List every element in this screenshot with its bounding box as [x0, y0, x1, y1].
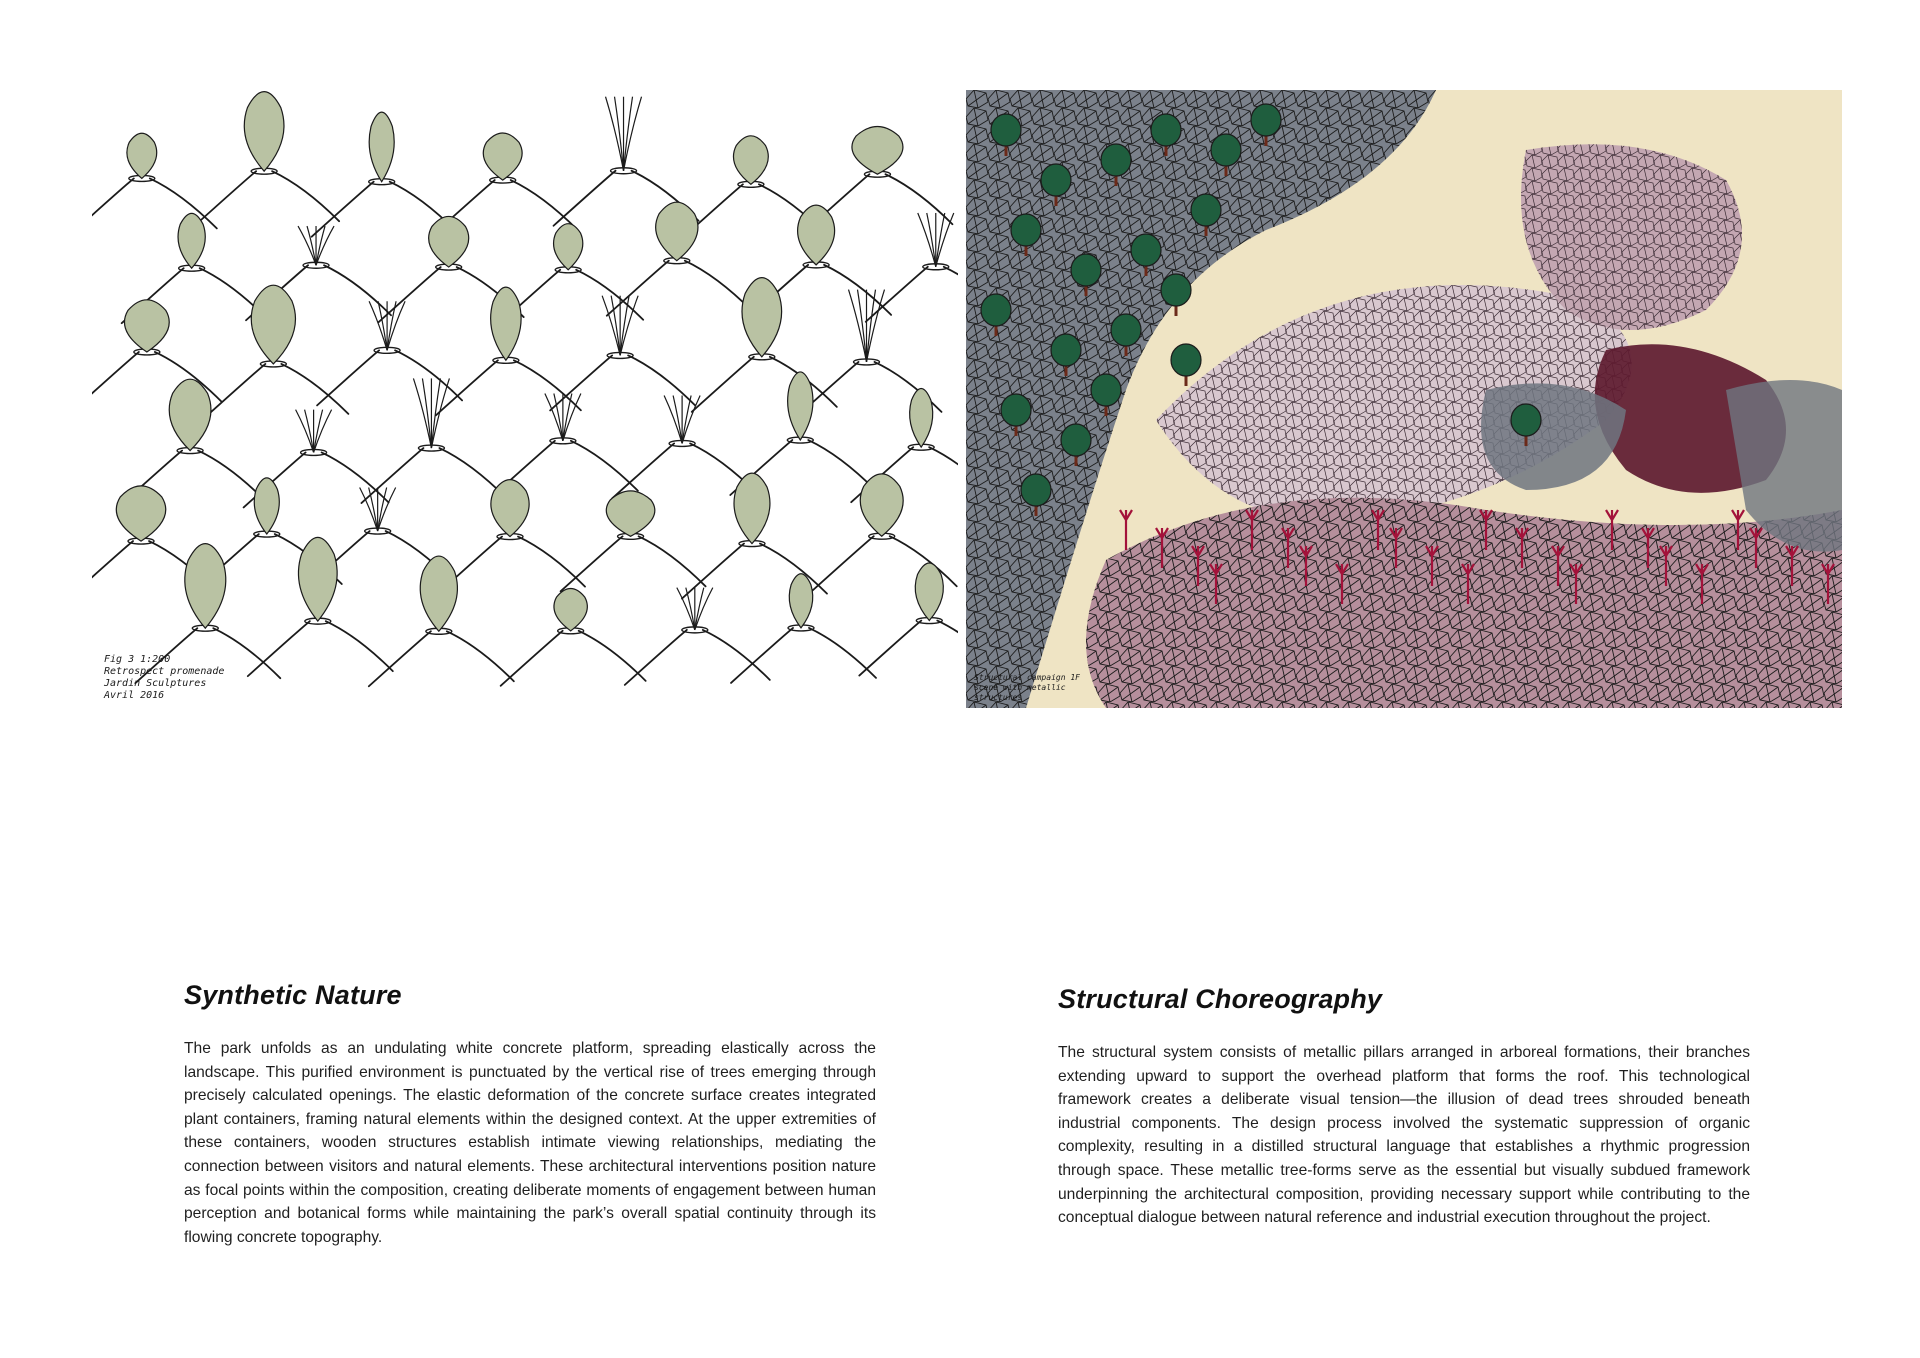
section-body: The park unfolds as an undulating white concrete platform, spreading elastically across the landscape. This purified environment is punctuated by the vertical rise of trees emerging through precisely calculated openings. The elastic deformation of the concrete surface creates integrated plant containers, framing natural elements within the designed context. At the upper extremities of these containers, wooden structures establish intimate viewing relationships, mediating the connection between visitors and natural elements. These architectural interventions position nature as focal points within the composition, creating deliberate moments of engagement between human perception and botanical forms while maintaining the park’s overall spatial continuity through its flowing concrete topography. — [184, 1040, 876, 1246]
tree-icon — [554, 588, 587, 630]
tree-icon — [491, 287, 521, 360]
right-caption-line: Structural campaign 1F — [974, 673, 1080, 682]
tree-landscape-sketch-icon — [92, 90, 958, 708]
tree-icon — [298, 537, 337, 621]
tree-icon — [429, 216, 469, 267]
canopy-tree-icon — [1191, 194, 1221, 226]
tree-icon — [124, 300, 169, 352]
bare-tree-icon — [369, 301, 405, 350]
bare-tree-icon — [296, 410, 332, 453]
tree-icon — [116, 486, 165, 541]
left-caption-line: Avril 2016 — [104, 690, 165, 701]
right-caption-line: scene with metallic — [974, 683, 1066, 692]
canopy-tree-icon — [1001, 394, 1031, 426]
tree-icon — [491, 480, 529, 537]
bare-tree-icon — [298, 226, 334, 265]
canopy-tree-icon — [1211, 134, 1241, 166]
tree-icon — [178, 213, 205, 268]
tree-icon — [244, 92, 284, 172]
tree-icon — [742, 278, 782, 357]
canopy-tree-icon — [1101, 144, 1131, 176]
section-title: Synthetic Nature — [184, 980, 402, 1010]
bare-tree-icon — [664, 395, 700, 443]
canopy-tree-icon — [991, 114, 1021, 146]
tree-icon — [606, 491, 655, 536]
section-synthetic-nature — [184, 980, 876, 1249]
tree-icon — [127, 133, 157, 178]
canopy-tree-icon — [1171, 344, 1201, 376]
canopy-tree-icon — [1061, 424, 1091, 456]
tree-icon — [734, 473, 770, 544]
tree-icon — [788, 372, 813, 440]
canopy-tree-icon — [1011, 214, 1041, 246]
left-caption-line: Jardin Sculptures — [104, 678, 207, 689]
tree-icon — [798, 205, 835, 265]
bare-tree-icon — [360, 487, 396, 531]
tree-icon — [554, 224, 583, 270]
section-body: The structural system consists of metallic pillars arranged in arboreal formations, their branches extending upward to support the overhead platform that forms the roof. This technological framework creates a deliberate visual tension—the illusion of dead trees shrouded beneath industrial components. The design process involved the systematic suppression of organic complexity, resulting in a distilled structural language that establishes a rhythmic progression through space. These metallic tree-forms serve as the essential but visually subdued framework underpinning the architectural composition, providing necessary support while contributing to the conceptual dialogue between natural reference and industrial execution throughout the project. — [1058, 1044, 1750, 1227]
bare-tree-icon — [606, 97, 642, 171]
tree-icon — [852, 127, 903, 175]
tree-icon — [251, 285, 295, 364]
canopy-tree-icon — [1511, 404, 1541, 436]
canopy-tree-icon — [1021, 474, 1051, 506]
tree-icon — [169, 379, 211, 450]
tree-icon — [860, 474, 903, 536]
tree-icon — [910, 389, 933, 448]
canopy-tree-icon — [1051, 334, 1081, 366]
structural-canopy-sketch-icon — [966, 90, 1842, 708]
section-title: Structural Choreography — [1058, 984, 1383, 1014]
left-caption-line: Fig 3 1:200 — [104, 654, 171, 665]
canopy-tree-icon — [1041, 164, 1071, 196]
bare-tree-icon — [602, 296, 638, 356]
bare-tree-icon — [413, 378, 449, 448]
canopy-tree-icon — [1071, 254, 1101, 286]
right-caption-line: structures — [974, 693, 1023, 702]
tree-icon — [483, 133, 522, 180]
canopy-tree-icon — [1251, 104, 1281, 136]
bare-tree-icon — [849, 290, 885, 362]
figure-structural-canopy-sketch — [966, 90, 1842, 708]
canopy-tree-icon — [1111, 314, 1141, 346]
section-structural-choreography — [1058, 984, 1750, 1230]
bare-tree-icon — [677, 588, 713, 630]
canopy-tree-icon — [1131, 234, 1161, 266]
tree-icon — [185, 544, 226, 629]
bare-tree-icon — [545, 393, 581, 440]
canopy-tree-icon — [1161, 274, 1191, 306]
tree-icon — [420, 556, 457, 631]
tree-icon — [789, 574, 812, 628]
tree-icon — [369, 112, 394, 182]
figure-tree-landscape-sketch — [92, 90, 958, 708]
left-caption-line: Retrospect promenade — [104, 666, 225, 677]
tree-icon — [656, 202, 698, 261]
tree-icon — [254, 478, 279, 534]
tree-icon — [915, 563, 943, 621]
canopy-tree-icon — [1091, 374, 1121, 406]
canopy-tree-icon — [981, 294, 1011, 326]
tree-icon — [733, 136, 768, 185]
canopy-tree-icon — [1151, 114, 1181, 146]
